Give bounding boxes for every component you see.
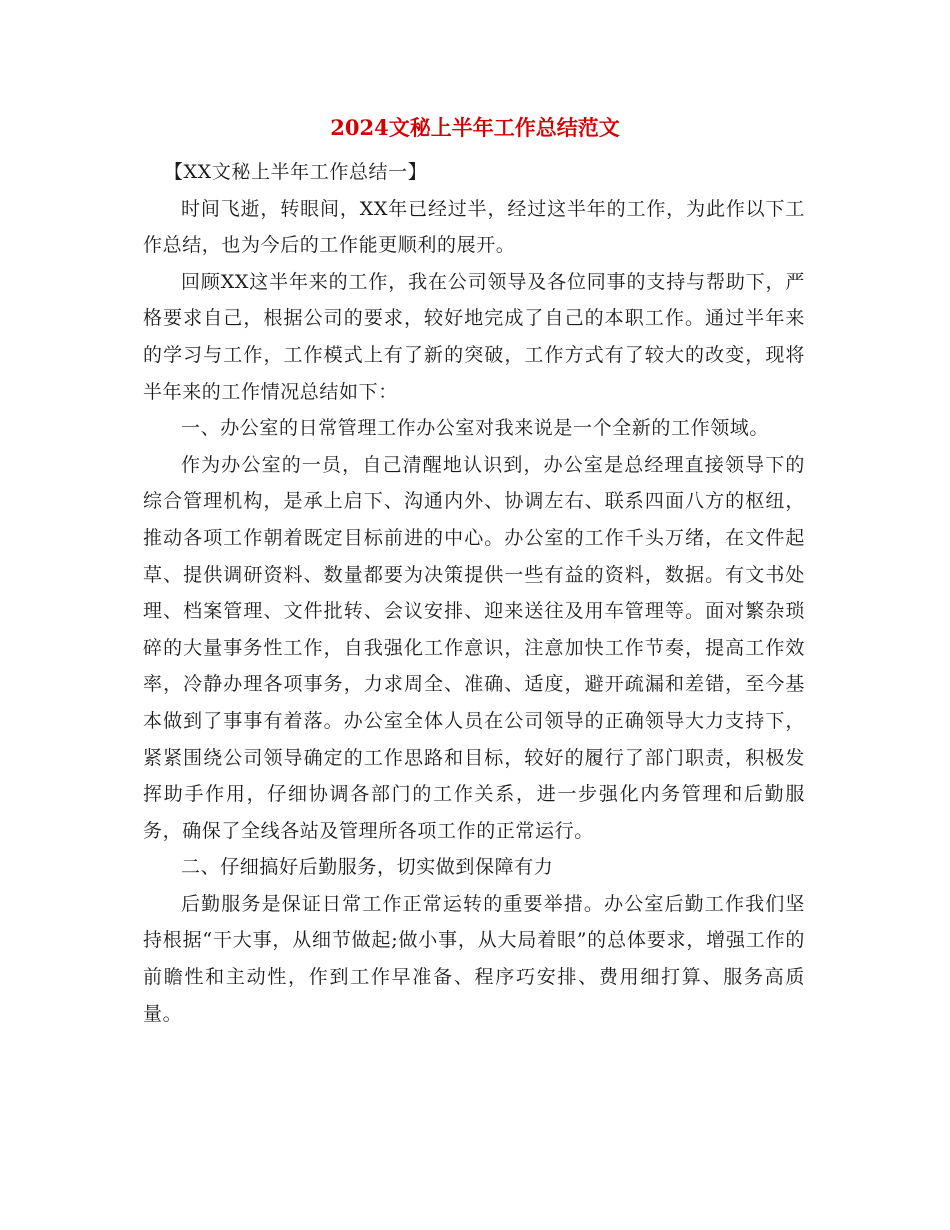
paragraph-intro: 时间飞逝，转眼间，XX年已经过半，经过这半年的工作，为此作以下工作总结，也为今后的工作能更顺利的展开。: [143, 197, 805, 257]
paragraph-part-two-heading: 二、仔细搞好后勤服务，切实做到保障有力: [181, 856, 554, 879]
document-body: [143, 154, 805, 1032]
document-title: 2024文秘上半年工作总结范文: [330, 115, 620, 140]
paragraph-logistics: 后勤服务是保证日常工作正常运转的重要举措。办公室后勤工作我们坚持根据“干大事，从细节做起;做小事，从大局着眼”的总体要求，增强工作的前瞻性和主动性，作到工作早准备、程序巧安排、费用细打算、服务高质量。: [143, 892, 805, 1025]
paragraph-part-one-heading: 一、办公室的日常管理工作办公室对我来说是一个全新的工作领域。: [181, 417, 770, 440]
paragraph-office-role: 作为办公室的一员，自己清醒地认识到，办公室是总经理直接领导下的综合管理机构，是承上启下、沟通内外、协调左右、联系四面八方的枢纽，推动各项工作朝着既定目标前进的中心。办公室的工作千头万绪，在文件起草、提供调研资料、数量都要为决策提供一些有益的资料，数据。有文书处理、档案管理、文件批转、会议安排、迎来送往及用车管理等。面对繁杂琐碎的大量事务性工作，自我强化工作意识，注意加快工作节奏，提高工作效率，冷静办理各项事务，力求周全、准确、适度，避开疏漏和差错，至今基本做到了事事有着落。办公室全体人员在公司领导的正确领导大力支持下，紧紧围绕公司领导确定的工作思路和目标，较好的履行了部门职责，积极发挥助手作用，仔细协调各部门的工作关系，进一步强化内务管理和后勤服务，确保了全线各站及管理所各项工作的正常运行。: [143, 453, 805, 842]
paragraph-review: 回顾XX这半年来的工作，我在公司领导及各位同事的支持与帮助下，严格要求自己，根据公司的要求，较好地完成了自己的本职工作。通过半年来的学习与工作，工作模式上有了新的突破，工作方式有了较大的改变，现将半年来的工作情况总结如下：: [143, 270, 805, 403]
section-heading: 【XX文秘上半年工作总结一】: [163, 161, 428, 183]
